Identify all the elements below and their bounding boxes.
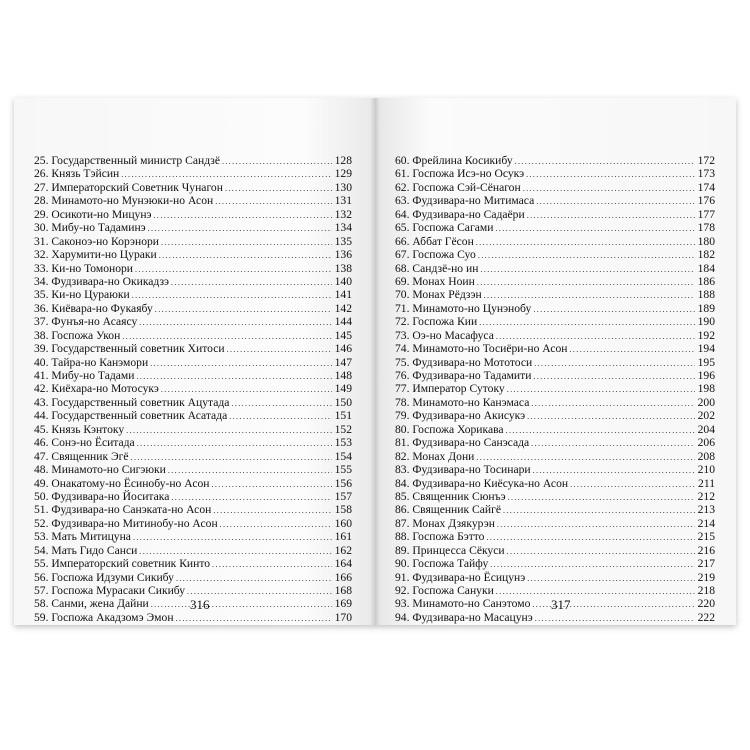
toc-entry xyxy=(395,396,715,409)
toc-entry-page: 135 xyxy=(334,234,352,248)
dot-leader xyxy=(229,409,332,423)
toc-entry xyxy=(34,571,352,584)
toc-entry-label: 70. Монах Рёдзэн xyxy=(395,288,482,302)
toc-entry xyxy=(395,584,715,597)
toc-entry-label: 77. Император Сутоку xyxy=(395,382,505,396)
dot-leader xyxy=(534,356,695,370)
toc-entry-label: 43. Государственный советник Ацутада xyxy=(34,395,230,409)
toc-entry-page: 196 xyxy=(697,369,715,382)
toc-entry-label: 47. Священник Эгё xyxy=(34,449,129,463)
dot-leader xyxy=(533,302,695,316)
toc-entry xyxy=(395,262,715,275)
toc-entry-page: 177 xyxy=(697,207,715,221)
toc-entry-label: 45. Князь Кэнтоку xyxy=(34,422,125,436)
toc-entry xyxy=(34,396,352,409)
toc-entry-page: 190 xyxy=(697,315,715,329)
toc-entry-page: 164 xyxy=(334,557,352,571)
dot-leader xyxy=(479,315,695,329)
toc-entry-page: 149 xyxy=(334,382,352,396)
toc-entry-page: 131 xyxy=(334,194,352,208)
toc-entry-label: 94. Фудзивара-но Масацунэ xyxy=(395,610,533,624)
toc-entry-page: 145 xyxy=(334,328,352,342)
toc-entry-label: 66. Аббат Гёсон xyxy=(395,234,474,248)
dot-leader xyxy=(507,544,695,558)
toc-entry-label: 59. Госпожа Акадзомэ Эмон xyxy=(34,610,174,624)
dot-leader xyxy=(531,396,695,410)
toc-entry-label: 32. Харумити-но Цураки xyxy=(34,248,157,262)
dot-leader xyxy=(139,544,332,558)
dot-leader xyxy=(220,517,332,531)
dot-leader xyxy=(508,490,695,504)
toc-entry xyxy=(395,302,715,315)
toc-entry-page: 200 xyxy=(697,395,715,409)
toc-entry-page: 173 xyxy=(697,167,715,181)
toc-entry-page: 161 xyxy=(334,530,352,544)
toc-entry xyxy=(34,208,352,221)
dot-leader xyxy=(155,302,332,316)
toc-entry-page: 219 xyxy=(697,570,715,584)
toc-entry-label: 38. Госпожа Укон xyxy=(34,328,121,342)
toc-entry xyxy=(395,342,715,355)
toc-entry xyxy=(395,544,715,557)
toc-entry-page: 192 xyxy=(697,328,715,342)
toc-entry-page: 148 xyxy=(334,369,352,382)
toc-entry xyxy=(34,584,352,597)
toc-entry-page: 136 xyxy=(334,248,352,262)
dot-leader xyxy=(159,248,332,262)
dot-leader xyxy=(154,208,332,222)
toc-entry-page: 195 xyxy=(697,355,715,369)
toc-entry-page: 188 xyxy=(697,288,715,302)
toc-entry xyxy=(395,315,715,328)
toc-entry-page: 134 xyxy=(334,221,352,235)
dot-leader xyxy=(148,221,332,235)
dot-leader xyxy=(161,382,332,396)
toc-entry xyxy=(395,356,715,369)
toc-entry-page: 186 xyxy=(697,274,715,288)
dot-leader xyxy=(497,517,695,531)
toc-entry xyxy=(395,477,715,490)
dot-leader xyxy=(231,396,332,410)
right-page xyxy=(375,98,736,625)
toc-entry xyxy=(34,262,352,275)
toc-entry-label: 62. Госпожа Сэй-Сёнагон xyxy=(395,180,521,194)
toc-entry-label: 34. Фудзивара-но Окикадзэ xyxy=(34,274,170,288)
toc-list-left xyxy=(34,154,352,624)
toc-entry xyxy=(34,517,352,530)
toc-entry-label: 89. Принцесса Сёкуси xyxy=(395,543,505,557)
toc-entry-label: 57. Госпожа Мурасаки Сикибу xyxy=(34,584,186,597)
toc-entry xyxy=(395,382,715,395)
toc-entry xyxy=(34,329,352,342)
toc-entry-label: 92. Госпожа Сануки xyxy=(395,584,494,597)
dot-leader xyxy=(211,477,332,491)
toc-entry-label: 86. Священник Сайгё xyxy=(395,503,501,517)
left-page xyxy=(14,98,375,625)
toc-entry xyxy=(395,167,715,180)
toc-entry-page: 150 xyxy=(334,395,352,409)
toc-entry xyxy=(34,409,352,422)
toc-entry xyxy=(395,450,715,463)
dot-leader xyxy=(495,221,695,235)
dot-leader xyxy=(477,275,695,289)
dot-leader xyxy=(506,423,695,437)
toc-entry xyxy=(34,503,352,516)
dot-leader xyxy=(225,181,332,195)
toc-entry xyxy=(34,167,352,180)
toc-entry xyxy=(395,517,715,530)
toc-entry-page: 154 xyxy=(334,449,352,463)
dot-leader xyxy=(507,382,695,396)
toc-entry-page: 146 xyxy=(334,342,352,356)
toc-entry-label: 71. Минамото-но Цунэнобу xyxy=(395,301,532,315)
toc-entry-label: 60. Фрейлина Косикибу xyxy=(395,154,513,167)
toc-entry-page: 176 xyxy=(697,194,715,208)
toc-entry-label: 36. Киёвара-но Фукаябу xyxy=(34,301,153,315)
toc-entry-label: 85. Священник Сюнъэ xyxy=(395,489,506,503)
toc-entry-label: 81. Фудзивара-но Санэсада xyxy=(395,436,530,450)
dot-leader xyxy=(215,194,332,208)
toc-entry-page: 174 xyxy=(697,180,715,194)
toc-entry-label: 67. Госпожа Суо xyxy=(395,248,476,262)
toc-entry-page: 141 xyxy=(334,288,352,302)
toc-entry-page: 217 xyxy=(697,557,715,571)
toc-entry-page: 198 xyxy=(697,382,715,396)
dot-leader xyxy=(131,450,332,464)
toc-entry-label: 31. Саконоэ-но Корэнори xyxy=(34,234,160,248)
toc-list-right xyxy=(395,154,715,624)
toc-entry xyxy=(34,221,352,234)
toc-entry-label: 79. Фудзивара-но Акисукэ xyxy=(395,409,526,423)
toc-entry-label: 54. Мать Гидо Санси xyxy=(34,543,138,557)
toc-entry-label: 83. Фудзивара-но Тосинари xyxy=(395,463,531,477)
toc-entry-label: 55. Императорский советник Кинто xyxy=(34,557,211,571)
toc-entry xyxy=(395,208,715,221)
toc-entry-page: 218 xyxy=(697,584,715,597)
toc-entry-label: 73. Оэ-но Масафуса xyxy=(395,328,494,342)
dot-leader xyxy=(478,248,695,262)
toc-entry-page: 182 xyxy=(697,248,715,262)
dot-leader xyxy=(133,530,332,544)
toc-entry-page: 208 xyxy=(697,449,715,463)
dot-leader xyxy=(136,369,332,383)
toc-entry-label: 65. Госпожа Сагами xyxy=(395,221,494,235)
toc-entry-page: 194 xyxy=(697,342,715,356)
toc-entry-label: 35. Ки-но Цураюки xyxy=(34,288,130,302)
toc-entry-page: 153 xyxy=(334,436,352,450)
toc-entry xyxy=(395,557,715,570)
toc-entry-label: 69. Монах Ноин xyxy=(395,274,475,288)
toc-entry-label: 48. Минамото-но Сигэюки xyxy=(34,463,166,477)
toc-entry-label: 93. Минамото-но Санэтомо xyxy=(395,597,531,611)
toc-entry-page: 213 xyxy=(697,503,715,517)
toc-entry-label: 44. Государственный советник Асатада xyxy=(34,409,228,423)
toc-entry-label: 75. Фудзивара-но Мототоси xyxy=(395,355,533,369)
toc-entry xyxy=(34,477,352,490)
toc-entry xyxy=(395,436,715,449)
toc-entry-label: 72. Госпожа Кии xyxy=(395,315,478,329)
toc-entry-label: 82. Монах Дони xyxy=(395,449,475,463)
toc-entry-label: 37. Фунъя-но Асаясу xyxy=(34,315,138,329)
toc-entry xyxy=(395,503,715,516)
dot-leader xyxy=(496,584,695,598)
toc-entry-page: 162 xyxy=(334,543,352,557)
toc-entry-label: 28. Минамото-но Мунэюки-но Асон xyxy=(34,194,214,208)
dot-leader xyxy=(476,450,695,464)
toc-entry-page: 212 xyxy=(697,489,715,503)
toc-entry-label: 39. Государственный советник Хитоси xyxy=(34,342,225,356)
toc-entry xyxy=(34,235,352,248)
toc-entry xyxy=(34,436,352,449)
dot-leader xyxy=(122,329,332,343)
toc-entry-label: 87. Монах Дзякурэн xyxy=(395,516,495,530)
toc-entry-label: 84. Фудзивара-но Киёсука-но Асон xyxy=(395,476,569,490)
toc-entry-label: 90. Госпожа Тайфу xyxy=(395,557,489,571)
dot-leader xyxy=(227,342,332,356)
toc-entry-page: 214 xyxy=(697,516,715,530)
dot-leader xyxy=(139,315,332,329)
toc-entry-label: 78. Минамото-но Канэмаса xyxy=(395,395,530,409)
toc-entry xyxy=(34,423,352,436)
toc-entry-label: 50. Фудзивара-но Йоситака xyxy=(34,489,170,503)
toc-entry-page: 220 xyxy=(697,597,715,611)
toc-entry xyxy=(395,530,715,543)
toc-entry-label: 49. Онакатому-но Ёсинобу-но Асон xyxy=(34,476,210,490)
toc-entry-page: 128 xyxy=(334,154,352,167)
dot-leader xyxy=(533,369,695,383)
toc-entry-page: 166 xyxy=(334,570,352,584)
dot-leader xyxy=(137,436,332,450)
dot-leader xyxy=(536,194,695,208)
toc-entry xyxy=(34,194,352,207)
toc-entry-label: 91. Фудзивара-но Ёсицунэ xyxy=(395,570,526,584)
dot-leader xyxy=(570,342,696,356)
toc-entry-label: 27. Императорский Советник Чунагон xyxy=(34,180,223,194)
dot-leader xyxy=(132,288,332,302)
toc-entry xyxy=(395,221,715,234)
toc-entry xyxy=(395,288,715,301)
toc-entry-label: 58. Санми, жена Дайни xyxy=(34,597,149,611)
toc-entry xyxy=(395,490,715,503)
toc-entry-label: 88. Госпожа Бэтто xyxy=(395,530,485,544)
toc-entry xyxy=(34,356,352,369)
dot-leader xyxy=(515,154,695,168)
dot-leader xyxy=(490,557,695,571)
toc-entry-page: 202 xyxy=(697,409,715,423)
dot-leader xyxy=(222,154,332,168)
toc-entry xyxy=(34,342,352,355)
dot-leader xyxy=(121,167,332,181)
toc-entry-page: 144 xyxy=(334,315,352,329)
toc-entry-page: 204 xyxy=(697,422,715,436)
toc-entry xyxy=(395,329,715,342)
page-number-left: 316 xyxy=(190,597,210,612)
toc-entry xyxy=(34,248,352,261)
toc-entry-label: 51. Фудзивара-но Санэката-но Асон xyxy=(34,503,212,517)
toc-entry-label: 30. Мибу-но Тадаминэ xyxy=(34,221,146,235)
toc-entry-label: 46. Сонэ-но Ёситада xyxy=(34,436,135,450)
toc-entry-label: 52. Фудзивара-но Митинобу-но Асон xyxy=(34,516,218,530)
toc-entry-page: 138 xyxy=(334,261,352,275)
toc-entry-page: 169 xyxy=(334,597,352,611)
toc-entry-label: 26. Князь Тэйсин xyxy=(34,167,120,181)
toc-entry xyxy=(395,194,715,207)
dot-leader xyxy=(523,181,695,195)
toc-entry-page: 147 xyxy=(334,355,352,369)
toc-entry-page: 160 xyxy=(334,516,352,530)
toc-entry-label: 64. Фудзивара-но Садаёри xyxy=(395,207,525,221)
toc-entry xyxy=(395,181,715,194)
toc-entry xyxy=(34,490,352,503)
toc-entry-label: 76. Фудзивара-но Тадамити xyxy=(395,369,532,382)
dot-leader xyxy=(213,503,332,517)
toc-entry-page: 170 xyxy=(334,610,352,624)
dot-leader xyxy=(527,208,695,222)
dot-leader xyxy=(168,463,332,477)
toc-entry-page: 129 xyxy=(334,167,352,181)
toc-entry-label: 41. Мибу-но Тадами xyxy=(34,369,135,382)
dot-leader xyxy=(480,262,695,276)
toc-entry xyxy=(34,557,352,570)
dot-leader xyxy=(135,262,332,276)
dot-leader xyxy=(161,235,332,249)
toc-entry-page: 180 xyxy=(697,234,715,248)
dot-leader xyxy=(150,356,332,370)
dot-leader xyxy=(527,571,695,585)
toc-entry xyxy=(395,463,715,476)
toc-entry xyxy=(34,450,352,463)
toc-entry-page: 206 xyxy=(697,436,715,450)
toc-entry-label: 53. Мать Митицуна xyxy=(34,530,131,544)
toc-entry-page: 142 xyxy=(334,301,352,315)
toc-entry xyxy=(395,423,715,436)
toc-entry xyxy=(395,248,715,261)
toc-entry-label: 63. Фудзивара-но Митимаса xyxy=(395,194,535,208)
toc-entry-page: 189 xyxy=(697,301,715,315)
toc-entry xyxy=(34,544,352,557)
dot-leader xyxy=(526,167,695,181)
toc-entry-page: 158 xyxy=(334,503,352,517)
open-book xyxy=(14,98,736,625)
toc-entry-page: 155 xyxy=(334,463,352,477)
toc-entry-page: 178 xyxy=(697,221,715,235)
toc-entry-page: 152 xyxy=(334,422,352,436)
dot-leader xyxy=(171,275,332,289)
toc-entry-page: 168 xyxy=(334,584,352,597)
dot-leader xyxy=(503,503,695,517)
toc-entry-label: 42. Киёхара-но Мотосукэ xyxy=(34,382,159,396)
toc-entry-label: 74. Минамото-но Тосиёри-но Асон xyxy=(395,342,568,356)
toc-entry xyxy=(395,409,715,422)
toc-entry xyxy=(34,288,352,301)
toc-entry xyxy=(34,463,352,476)
toc-entry-page: 211 xyxy=(698,476,715,490)
toc-entry xyxy=(395,235,715,248)
toc-entry-label: 40. Тайра-но Канэмори xyxy=(34,355,149,369)
toc-entry-page: 215 xyxy=(697,530,715,544)
dot-leader xyxy=(171,490,332,504)
toc-entry xyxy=(395,154,715,167)
toc-entry-page: 172 xyxy=(697,154,715,167)
toc-entry-page: 216 xyxy=(697,543,715,557)
page-number-right: 317 xyxy=(551,597,571,612)
book-spine xyxy=(370,98,380,625)
toc-entry-label: 29. Осикоти-но Мицунэ xyxy=(34,207,152,221)
toc-entry xyxy=(34,382,352,395)
toc-entry xyxy=(34,302,352,315)
toc-entry-page: 156 xyxy=(334,476,352,490)
dot-leader xyxy=(496,329,695,343)
toc-entry-page: 132 xyxy=(334,207,352,221)
dot-leader xyxy=(151,597,332,611)
toc-entry xyxy=(34,181,352,194)
toc-entry-label: 68. Сандзё-но ин xyxy=(395,261,479,275)
dot-leader xyxy=(570,477,695,491)
dot-leader xyxy=(486,530,695,544)
toc-entry xyxy=(395,275,715,288)
toc-entry xyxy=(34,530,352,543)
toc-entry-page: 210 xyxy=(697,463,715,477)
toc-entry-label: 61. Госпожа Исэ-но Осукэ xyxy=(395,167,525,181)
toc-entry xyxy=(395,571,715,584)
toc-entry xyxy=(34,315,352,328)
toc-entry-label: 80. Госпожа Хорикава xyxy=(395,422,504,436)
dot-leader xyxy=(484,288,695,302)
dot-leader xyxy=(527,409,695,423)
toc-entry-page: 222 xyxy=(697,610,715,624)
toc-entry xyxy=(395,369,715,382)
toc-entry-page: 184 xyxy=(697,261,715,275)
dot-leader xyxy=(476,235,695,249)
toc-entry xyxy=(34,369,352,382)
toc-entry xyxy=(34,154,352,167)
toc-entry-label: 25. Государственный министр Сандзё xyxy=(34,154,220,167)
toc-entry-page: 151 xyxy=(334,409,352,423)
toc-entry-label: 56. Госпожа Идзуми Сикибу xyxy=(34,570,174,584)
toc-entry xyxy=(34,275,352,288)
dot-leader xyxy=(531,436,695,450)
dot-leader xyxy=(533,463,695,477)
toc-entry-label: 33. Ки-но Томонори xyxy=(34,261,134,275)
toc-entry-page: 157 xyxy=(334,489,352,503)
dot-leader xyxy=(212,557,332,571)
toc-entry-page: 140 xyxy=(334,274,352,288)
dot-leader xyxy=(126,423,332,437)
toc-entry-page: 130 xyxy=(334,180,352,194)
dot-leader xyxy=(176,571,332,585)
